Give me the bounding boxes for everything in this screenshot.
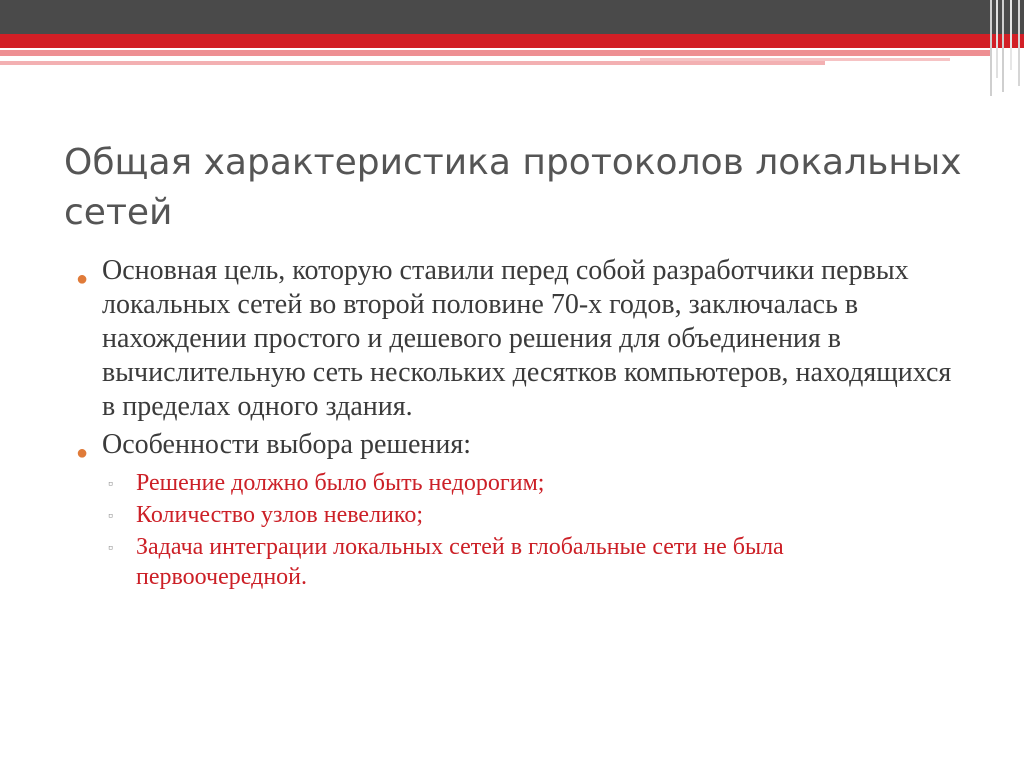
square-bullet-icon: ▫: [108, 541, 113, 556]
sub-bullet-item: [102, 500, 952, 530]
sub-bullet-item: [102, 532, 952, 592]
sub-bullet-list: [102, 468, 952, 592]
square-bullet-icon: ▫: [108, 477, 113, 492]
bullet-list: [72, 254, 952, 592]
bullet-item: [72, 254, 952, 424]
bullet-text: Особенности выбора решения:: [102, 429, 472, 460]
bullet-item: [72, 428, 952, 592]
slide-title: Общая характеристика протоколов локальных сетей: [64, 142, 962, 233]
bullet-dot-icon: ●: [76, 442, 89, 464]
sub-bullet-text: Количество узлов невелико;: [136, 502, 424, 528]
square-bullet-icon: ▫: [108, 509, 113, 524]
sub-bullet-item: [102, 468, 952, 498]
sub-bullet-text: Решение должно было быть недорогим;: [136, 470, 545, 496]
header-dark-band: [0, 0, 1024, 34]
bullet-dot-icon: ●: [76, 268, 89, 290]
sub-bullet-text: Задача интеграции локальных сетей в глобальные сети не была первоочередной.: [136, 534, 784, 590]
decorative-vertical-lines: [990, 0, 1024, 96]
bullet-text: Основная цель, которую ставили перед собой разработчики первых локальных сетей во второй половине 70-х годов, заключалась в нахождении простого и дешевого решения для объединения в вычислительную сеть нескольких десятков компьютеров, находящихся в пределах одного здания.: [102, 255, 952, 422]
header-pink-stripe: [0, 50, 990, 56]
header-pink-stripe-lower: [0, 61, 825, 65]
slide-content: [72, 254, 952, 596]
header-red-band: [0, 34, 1024, 48]
